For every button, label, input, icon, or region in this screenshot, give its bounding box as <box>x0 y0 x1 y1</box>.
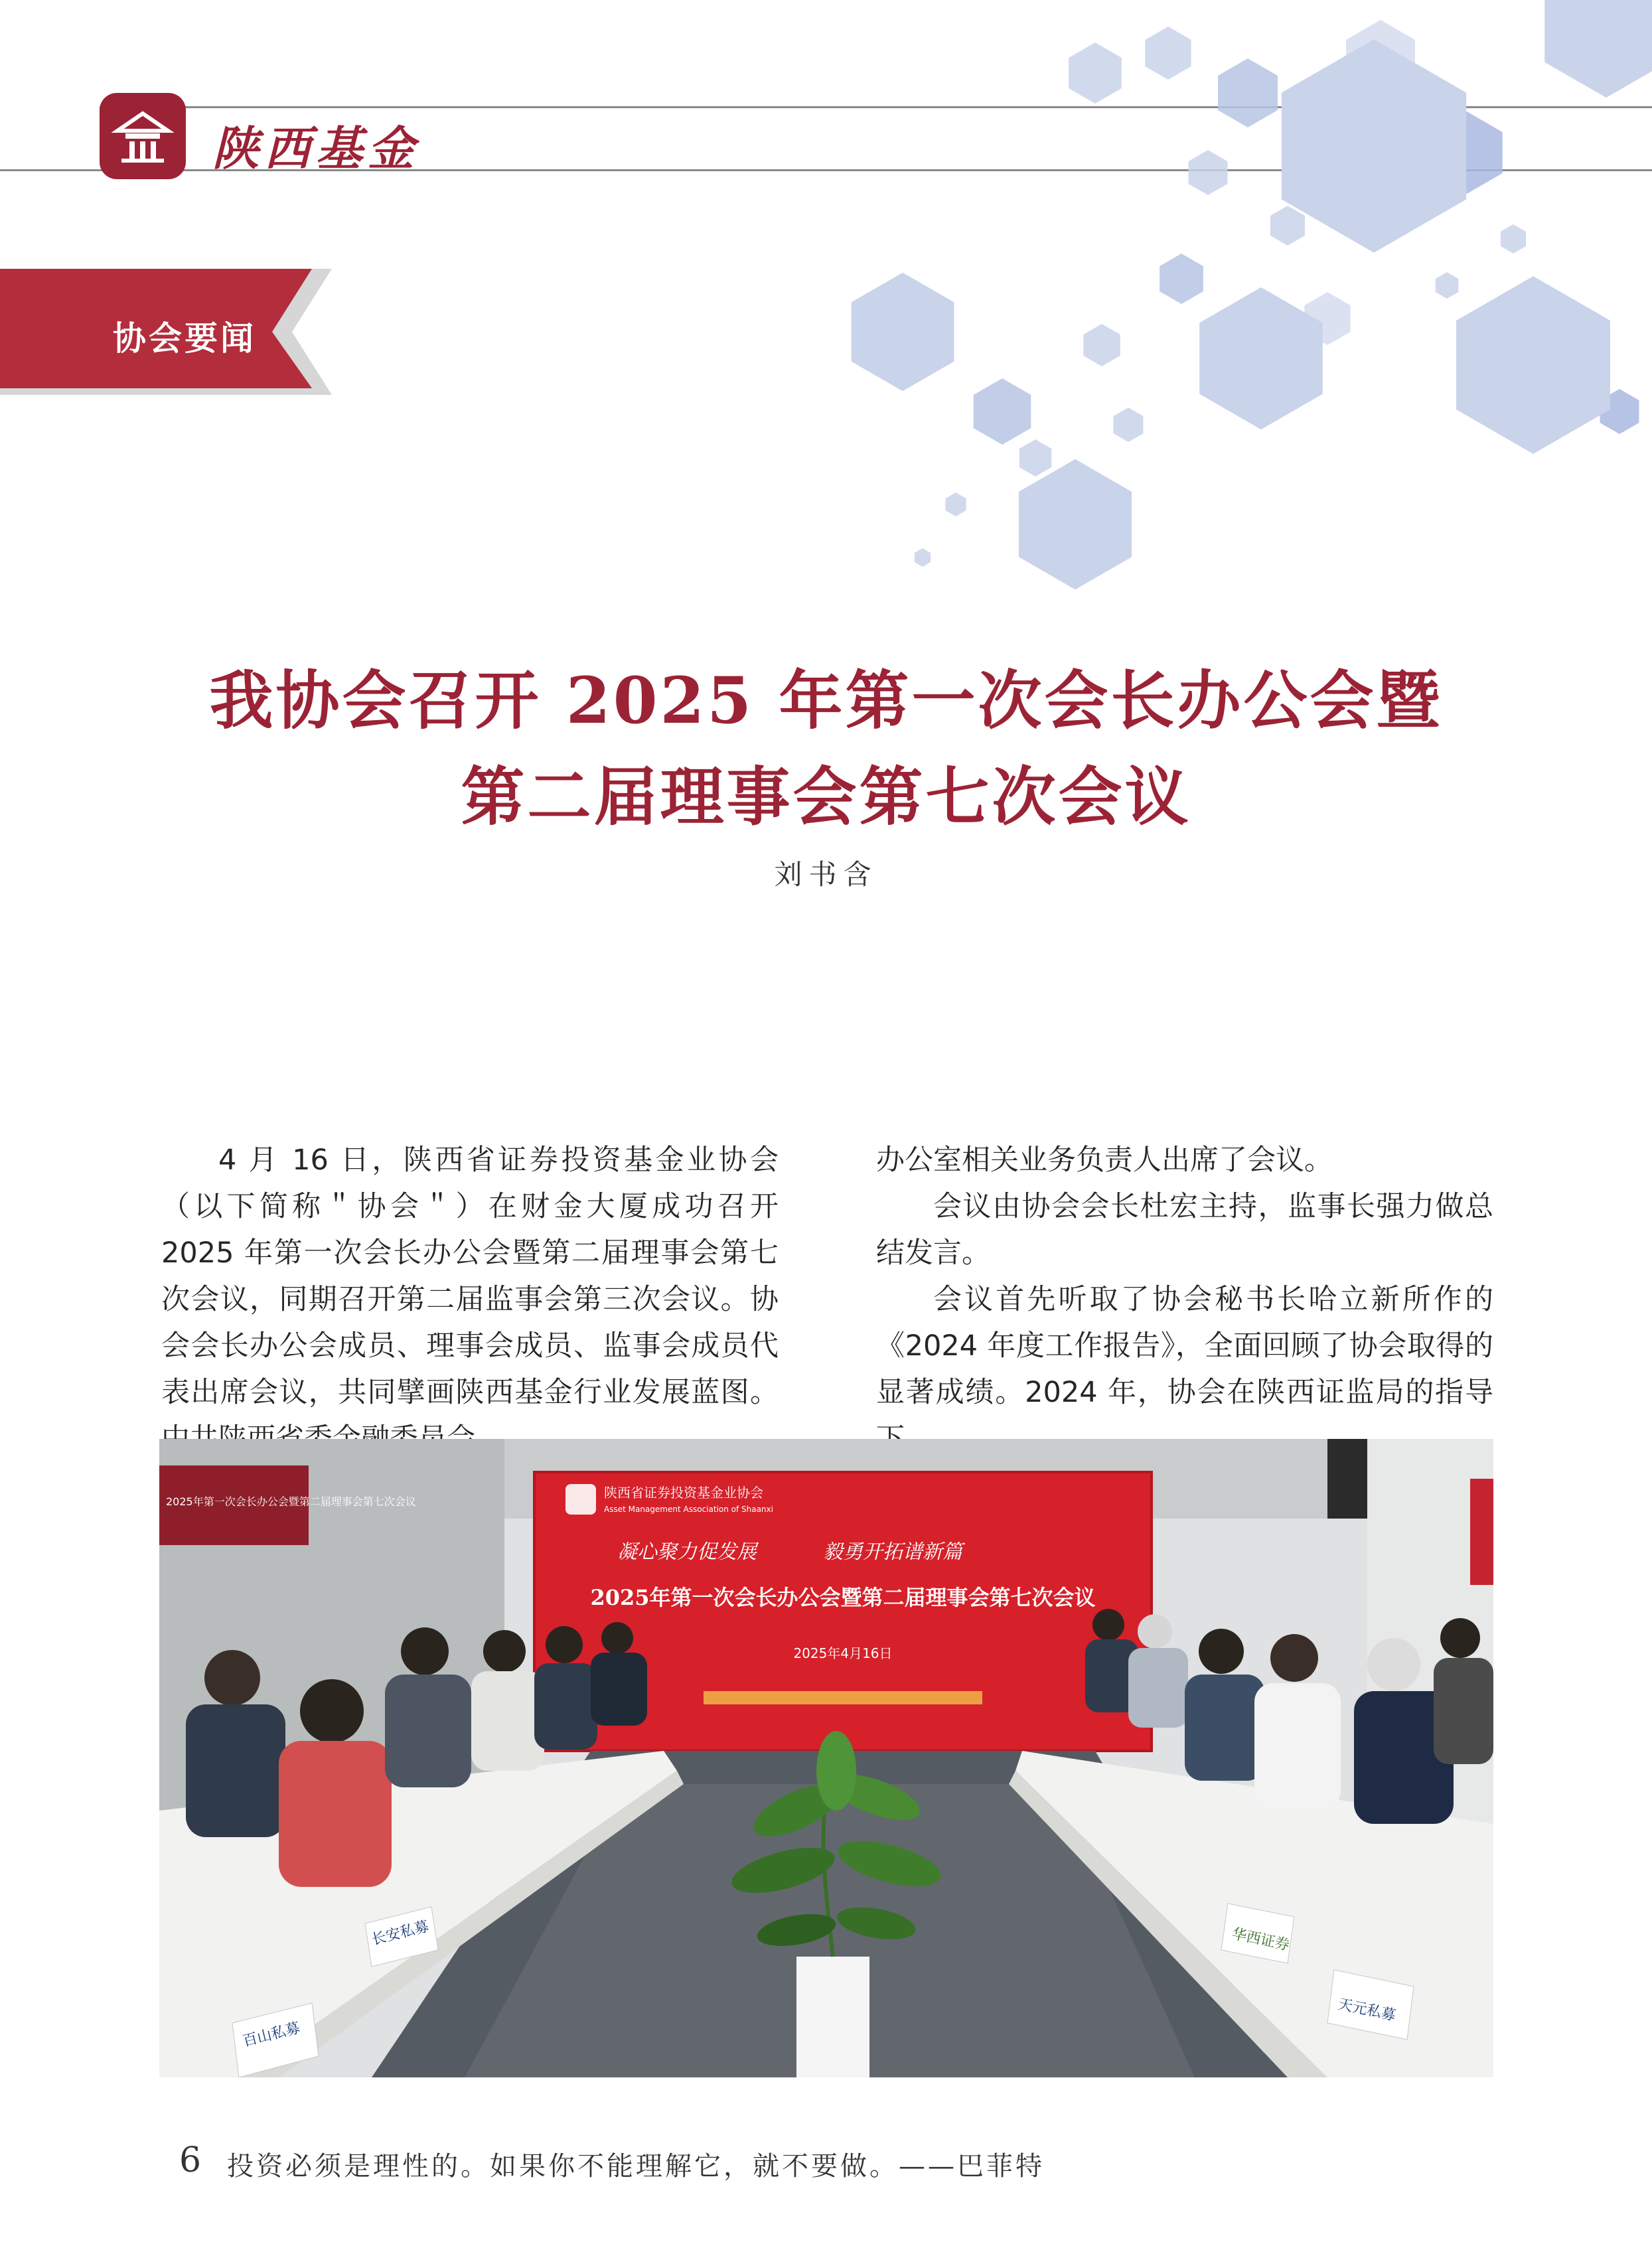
body-column-right <box>876 1137 1493 1462</box>
article-title-line-1: 我协会召开 2025 年第一次会长办公会暨 <box>209 663 1443 738</box>
body-paragraph: 4 月 16 日，陕西省证券投资基金业协会（以下简称＂协会＂）在财金大厦成功召开 2025 年第一次会长办公会暨第二届理事会第七次会议，同期召开第二届监事会第三次会议。协会会长办公会成员、理事会成员、监事会成员代表出席会议，共同擘画陕西基金行业发展蓝图。 <box>161 1144 779 1409</box>
banner-organization-en: Asset Management Association of Shaanxi <box>604 1505 773 1514</box>
body-column-left <box>161 1137 779 1462</box>
banner-slogan-right: 毅勇开拓谱新篇 <box>823 1540 962 1564</box>
body-paragraph: 办公室相关业务负责人出席了会议。 <box>876 1144 1333 1177</box>
masthead-title: 陕西基金 <box>212 121 419 176</box>
nameplate-4: 天元私募 <box>1336 1996 1398 2025</box>
pavilion-icon <box>111 104 175 168</box>
article-title-line-2: 第二届理事会第七次会议 <box>461 759 1191 834</box>
nameplate-1: 百山私募 <box>241 2020 302 2050</box>
side-screen-caption: 2025年第一次会长办公会暨第二届理事会第七次会议 <box>166 1495 416 1508</box>
decorative-hexagon-pattern <box>783 0 1652 617</box>
banner-date: 2025年4月16日 <box>793 1645 893 1661</box>
page-number: 6 <box>179 2140 202 2180</box>
section-label: 协会要闻 <box>113 319 256 358</box>
footer-quote: 投资必须是理性的。如果你不能理解它，就不要做。——巴菲特 <box>227 2151 1045 2182</box>
article-author: 刘书含 <box>774 858 878 891</box>
banner-slogan-left: 凝心聚力促发展 <box>617 1540 757 1564</box>
association-logo <box>100 93 186 179</box>
nameplate-3: 华西证券 <box>1230 1925 1292 1955</box>
nameplate-2: 长安私募 <box>370 1918 431 1949</box>
banner-title: 2025年第一次会长办公会暨第二届理事会第七次会议 <box>590 1585 1096 1610</box>
meeting-photo <box>159 1439 1493 2077</box>
body-paragraph: 会议首先听取了协会秘书长哈立新所作的《2024 年度工作报告》，全面回顾了协会取得的显著成绩。2024 年，协会在陕西证监局的指导 <box>876 1283 1493 1409</box>
body-paragraph: 会议由协会会长杜宏主持，监事长强力做总结发言。 <box>876 1190 1493 1270</box>
banner-organization: 陕西省证券投资基金业协会 <box>604 1485 763 1501</box>
